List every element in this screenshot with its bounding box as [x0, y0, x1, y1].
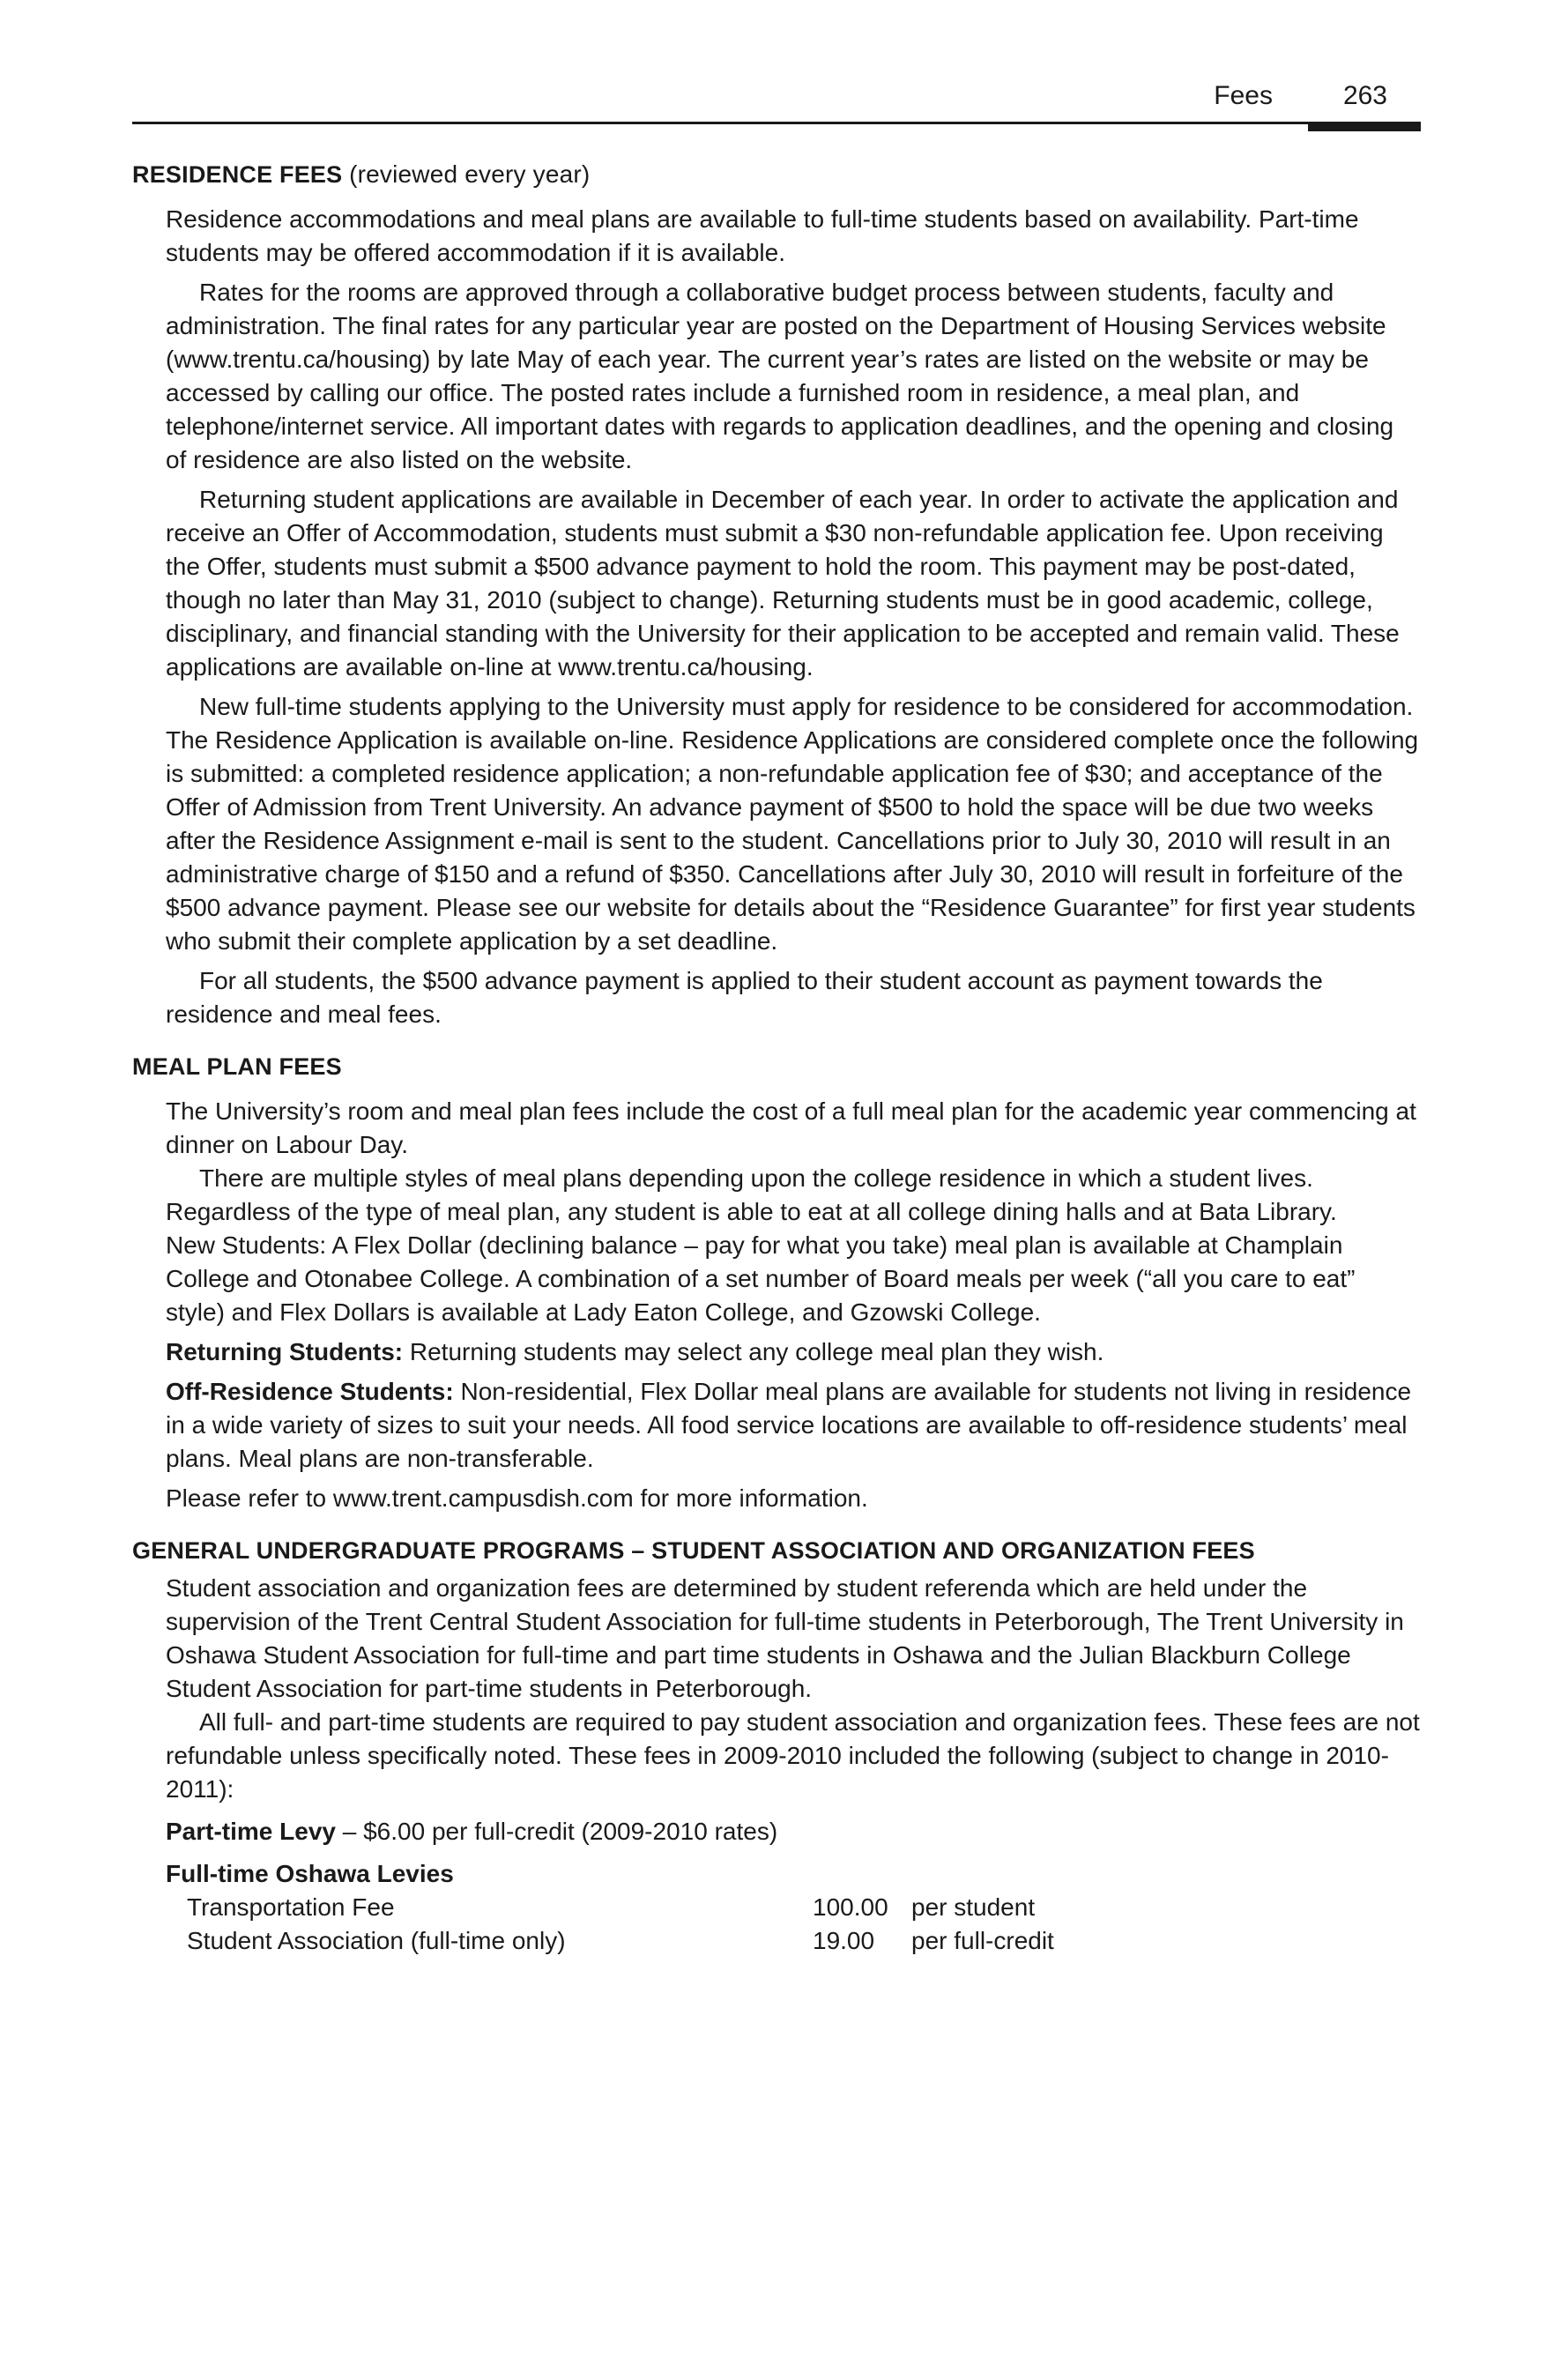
page-content	[132, 159, 1421, 1958]
fee-amount: 19.00	[813, 1927, 875, 1954]
part-time-levy-text: – $6.00 per full-credit (2009-2010 rates)	[335, 1818, 778, 1845]
header-tab-block	[1308, 122, 1421, 131]
fee-unit: per student	[911, 1893, 1036, 1921]
fee-name: Transportation Fee	[187, 1893, 395, 1921]
part-time-levy-paragraph	[166, 1815, 1421, 1848]
fee-name: Student Association (full-time only)	[187, 1927, 566, 1954]
fee-row	[187, 1924, 1421, 1958]
off-residence-paragraph	[166, 1375, 1421, 1476]
residence-fees-heading	[132, 159, 1421, 190]
running-head-title: Fees	[1214, 81, 1273, 110]
residence-paragraph: Rates for the rooms are approved through a collaborative budget process between students, faculty and administration. The final rates for any particular year are posted on the Department of Housing Services website (www.trentu.ca/housing) by late May of each year. The current year’s rates are listed on the website or may be accessed by calling our office. The posted rates include a furnished room in residence, a meal plan, and telephone/internet service. All important dates with regards to application deadlines, and the opening and closing of residence are also listed on the website.	[166, 279, 1394, 473]
association-paragraph: All full- and part-time students are required to pay student association and organization fees. These fees are not refundable unless specifically noted. These fees in 2009-2010 included the following (subject to change in 2010-2011):	[166, 1708, 1420, 1803]
association-fees-heading: GENERAL UNDERGRADUATE PROGRAMS – STUDENT ASSOCIATION AND ORGANIZATION FEES	[132, 1537, 1255, 1564]
page-number: 263	[1342, 81, 1387, 110]
association-paragraph: Student association and organization fees are determined by student referenda which are held under the supervision of the Trent Central Student Association for full-time students in Peterborough, The Trent University in Oshawa Student Association for full-time and part time students in Oshawa and the Julian Blackburn College Student Association for part-time students in Peterborough.	[166, 1574, 1404, 1702]
meal-paragraph: The University’s room and meal plan fees include the cost of a full meal plan for the academic year commencing at dinner on Labour Day.	[166, 1097, 1416, 1158]
meal-plan-fees-heading: MEAL PLAN FEES	[132, 1053, 342, 1080]
residence-fees-title: RESIDENCE FEES	[132, 161, 343, 188]
meal-refer-paragraph: Please refer to www.trent.campusdish.com for more information.	[166, 1484, 868, 1512]
returning-students-paragraph	[166, 1335, 1421, 1369]
returning-students-label: Returning Students:	[166, 1338, 404, 1365]
residence-fees-subtitle: (reviewed every year)	[349, 160, 591, 188]
page-header	[132, 81, 1421, 134]
fee-unit: per full-credit	[911, 1927, 1054, 1954]
fee-amount: 100.00	[813, 1893, 888, 1921]
meal-plan-fees-body	[166, 1095, 1421, 1515]
residence-paragraph: For all students, the $500 advance payment is applied to their student account as payment towards the residence and meal fees.	[166, 967, 1323, 1028]
off-residence-text: Non-residential, Flex Dollar meal plans are available for students not living in residence in a wide variety of sizes to suit your needs. All food service locations are available to off-residence students’ meal plans. Meal plans are non-transferable.	[166, 1378, 1412, 1472]
residence-fees-body	[166, 203, 1421, 1031]
fee-row	[187, 1891, 1421, 1924]
header-rule	[132, 122, 1421, 124]
association-fees-body	[166, 1572, 1421, 1958]
returning-students-text: Returning students may select any college meal plan they wish.	[403, 1338, 1104, 1365]
residence-paragraph: Returning student applications are available in December of each year. In order to activate the application and receive an Offer of Accommodation, students must submit a $30 non-refundable application fee. Upon receiving the Offer, students must submit a $500 advance payment to hold the room. This payment may be post-dated, though no later than May 31, 2010 (subject to change). Returning students must be in good academic, college, disciplinary, and financial standing with the University for their application to be accepted and remain valid. These applications are available on-line at www.trentu.ca/housing.	[166, 486, 1400, 681]
residence-paragraph: New full-time students applying to the University must apply for residence to be considered for accommodation. The Residence Application is available on-line. Residence Applications are considered complete once the following is submitted: a completed residence application; a non-refundable application fee of $30; and acceptance of the Offer of Admission from Trent University. An advance payment of $500 to hold the space will be due two weeks after the Residence Assignment e-mail is sent to the student. Cancellations prior to July 30, 2010 will result in an administrative charge of $150 and a refund of $350. Cancellations after July 30, 2010 will result in forfeiture of the $500 advance payment. Please see our website for details about the “Residence Guarantee” for first year students who submit their complete application by a set deadline.	[166, 693, 1419, 955]
meal-paragraph: There are multiple styles of meal plans depending upon the college residence in which a student lives. Regardless of the type of meal plan, any student is able to eat at all college dining halls and at Bata Library.	[166, 1164, 1337, 1225]
off-residence-label: Off-Residence Students:	[166, 1378, 454, 1405]
oshawa-levies-title: Full-time Oshawa Levies	[166, 1860, 454, 1887]
part-time-levy-label: Part-time Levy	[166, 1818, 336, 1845]
meal-paragraph: New Students: A Flex Dollar (declining balance – pay for what you take) meal plan is available at Champlain College and Otonabee College. A combination of a set number of Board meals per week (“all you care to eat” style) and Flex Dollars is available at Lady Eaton College, and Gzowski College.	[166, 1231, 1356, 1326]
residence-paragraph: Residence accommodations and meal plans are available to full-time students based on availability. Part-time students may be offered accommodation if it is available.	[166, 205, 1359, 266]
